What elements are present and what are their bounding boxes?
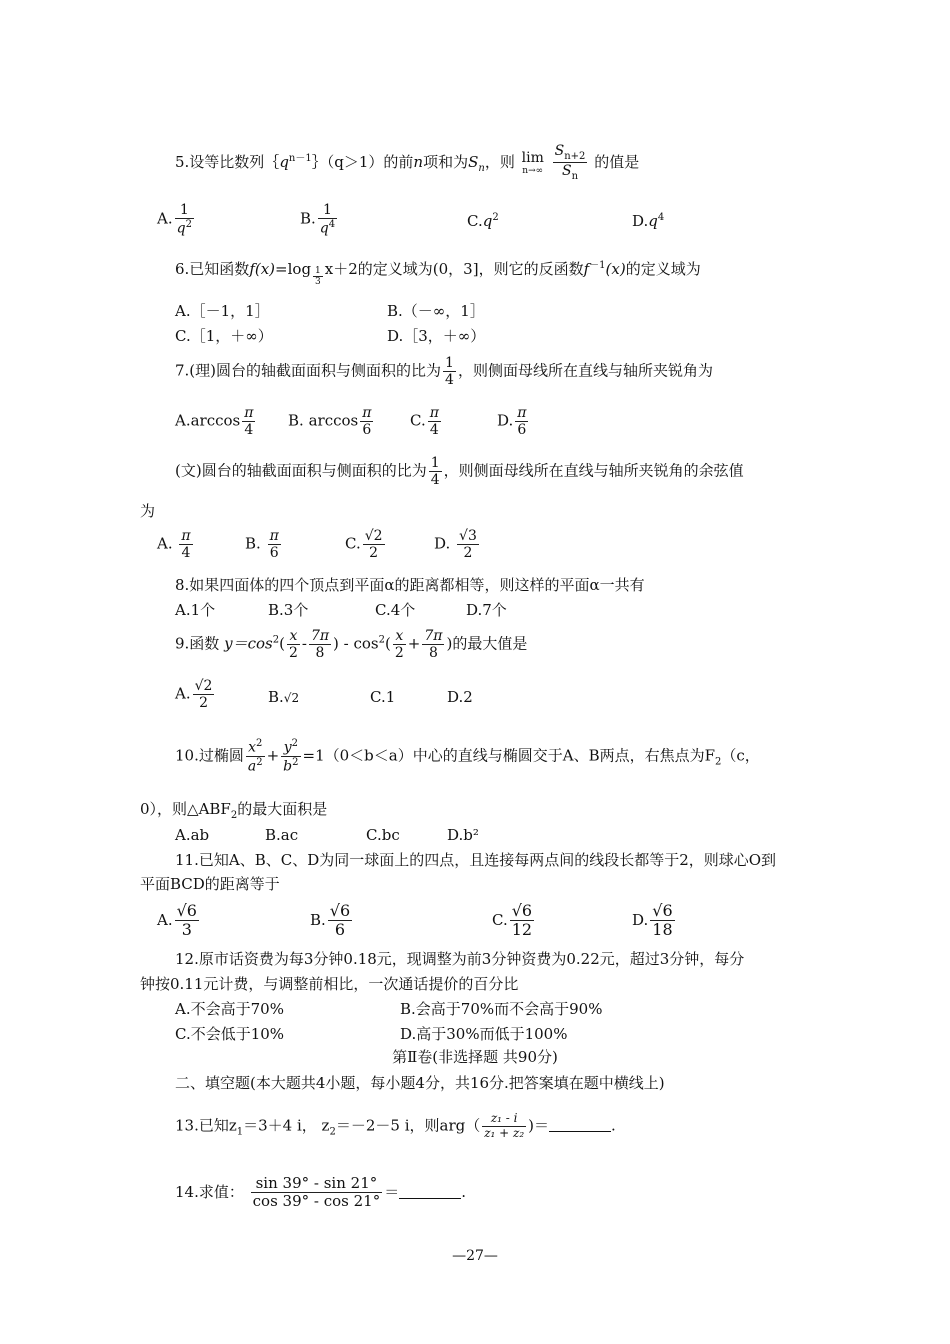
q9-option-d: D.2 [447,688,473,706]
q12-option-d: D.高于30%而低于100% [400,1025,568,1043]
q10-option-b: B.ac [265,826,299,844]
q7w-option-a: A. $\frac{\pi}{4}$ [157,528,191,562]
q6-stem: 6.已知函数f(x)=log $\frac{1}{3}$ x＋2的定义域为(0，3]，则它的反函数$f^{-1}(x)$的定义域为 [175,260,701,287]
q8-option-a: A.1个 [175,601,216,619]
q5-option-d: $D.q^4$ [632,212,665,230]
q5-stem: 5.设等比数列$\{q^{n-1}\}(q>1)$的前n项和为$S_n$，则 lim n→∞ $\frac{S_{n+2}}{S_n}$ 的值是 [175,143,640,183]
q11-stem: 11.已知A、B、C、D为同一球面上的四点，且连接每两点间的线段长都等于2，则球心O到 [175,851,777,869]
q8-option-c: C.4个 [375,601,416,619]
q11-stem-cont: 平面BCD的距离等于 [140,875,280,893]
q12-option-a: A.不会高于70% [175,1000,284,1018]
q12-stem: 12.原市话资费为每3分钟0.18元，现调整为前3分钟资费为0.22元，超过3分钟，每分 [175,950,745,968]
q7-option-d: D. $\frac{\pi}{6}$ [497,405,527,439]
q10-option-a: A.ab [175,826,210,844]
q12-option-c: C.不会低于10% [175,1025,285,1043]
q5-option-b: B. $\frac{1}{q^4}$ [300,202,336,237]
q6-option-b: B.（－∞，1］ [387,302,485,320]
q7w-stem: (文)圆台的轴截面面积与侧面积的比为 $\frac{1}{4}$ ，则侧面母线所在直线与轴所夹锐角的余弦值 [175,455,744,489]
section-title: 第Ⅱ卷(非选择题 共90分) [392,1048,558,1066]
q7w-option-b: B. $\frac{\pi}{6}$ [245,528,279,562]
q5-fraction: $\frac{S_{n+2}}{S_n}$ [554,143,586,183]
q5-option-c: $C.q^2$ [467,212,499,230]
q5-limit: lim n→∞ [521,149,544,176]
q12-stem-cont: 钟按0.11元计费，与调整前相比，一次通话提价的百分比 [140,975,519,993]
q13-stem: 13.已知$z_1=3+4$ i， $z_2=-2-5$ i，则arg（ $\frac{\text{z₁ - i}}{\text{z₁ + z₂}}$ )＝ . [175,1111,616,1140]
page-number: —27— [452,1248,498,1264]
q12-option-b: B.会高于70%而不会高于90% [400,1000,603,1018]
q6-option-a: A.［－1，1］ [175,302,270,320]
q10-option-c: C.bc [366,826,400,844]
q7-option-a: A.arccos $\frac{\pi}{4}$ [175,405,254,439]
q6-option-c: C.［1，＋∞） [175,327,273,345]
q14-answer-blank[interactable] [399,1198,461,1199]
q9-option-b: B.√2 [268,688,300,706]
q11-option-b: B. $\frac{√6}{6}$ [310,901,351,940]
q8-option-b: B.3个 [268,601,309,619]
q10-stem: 10.过椭圆 $\frac{x^2}{a^2}$ + $\frac{y^2}{b^2}$ =1（0＜b＜a）中心的直线与椭圆交于A、B两点，右焦点为$F_2(c$， [175,738,760,775]
q9-option-c: C.1 [370,688,396,706]
q11-option-a: A. $\frac{√6}{3}$ [157,901,197,940]
q7-option-b: B. arccos $\frac{\pi}{6}$ [288,405,372,439]
q8-option-d: D.7个 [466,601,507,619]
q7-stem: 7.(理)圆台的轴截面面积与侧面积的比为 $\frac{1}{4}$ ，则侧面母线所在直线与轴所夹锐角为 [175,355,713,389]
q6-option-d: D.［3，＋∞） [387,327,486,345]
q5-option-a: A. $\frac{1}{q^2}$ [157,202,192,237]
q10-stem-cont: 0），则$\triangle ABF_2$的最大面积是 [140,800,328,821]
q10-option-d: D.b² [447,826,479,844]
q13-answer-blank[interactable] [549,1131,611,1132]
q7w-stem-cont: 为 [140,502,156,520]
q7w-option-c: C. $\frac{√2}{2}$ [345,528,383,562]
q14-stem: 14.求值： $\frac{\sin 39^\circ - \sin 21^\circ}{\cos 39^\circ - \cos 21^\circ}$ ＝ . [175,1174,467,1211]
q9-stem: 9.函数 $y=\cos^2$( $\frac{x}{2}$ - $\frac{7\pi}{8}$ ) - $\cos^2$( $\frac{x}{2}$ + $\frac{7\pi}{8}$ )的最大值是 [175,628,528,662]
q11-option-d: D. $\frac{√6}{18}$ [632,901,673,940]
q11-option-c: C. $\frac{√6}{12}$ [492,901,533,940]
q9-option-a: A. $\frac{√2}{2}$ [175,678,213,712]
part-two-heading: 二、填空题(本大题共4小题，每小题4分，共16分.把答案填在题中横线上) [175,1074,665,1092]
q7w-option-d: D. $\frac{√3}{2}$ [434,528,477,562]
q8-stem: 8.如果四面体的四个顶点到平面α的距离都相等，则这样的平面α一共有 [175,576,645,594]
q7-option-c: C. $\frac{\pi}{4}$ [410,405,439,439]
